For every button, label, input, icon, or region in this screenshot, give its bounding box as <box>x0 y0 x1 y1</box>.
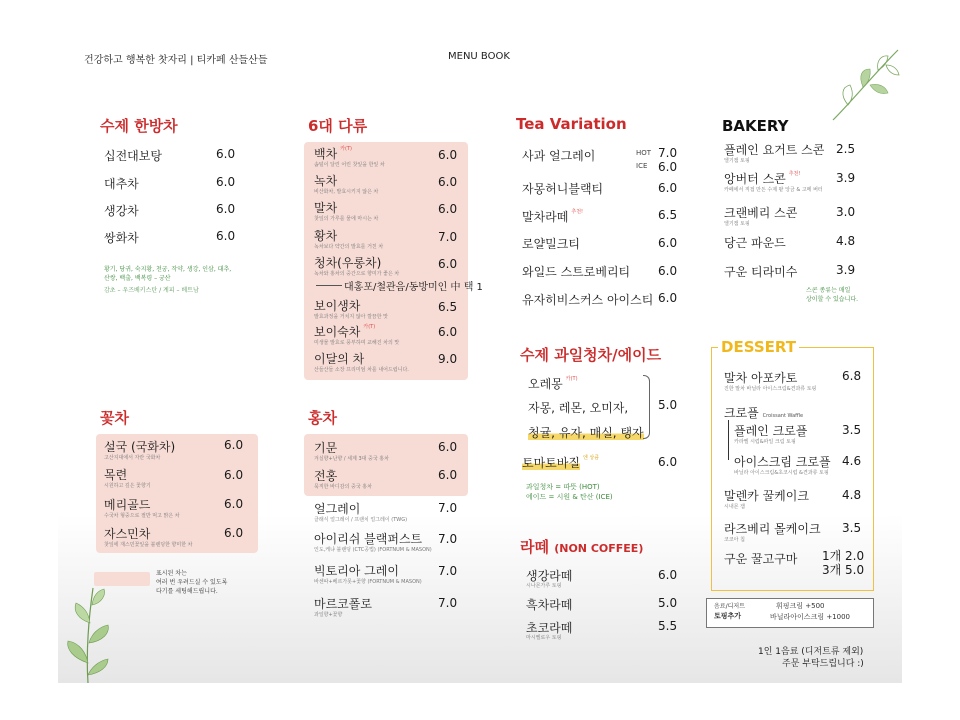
menu-item-name: 당근 파운드 <box>724 236 786 250</box>
menu-item-desc: 시원하고 깊은 꽃향기 <box>104 483 151 489</box>
tea6-title: 6대 다류 <box>308 117 368 135</box>
menu-item-desc: 엘기잼 토핑 <box>724 221 750 227</box>
menu-item-name: 황차 <box>314 229 338 243</box>
menu-item-price: 6.5 <box>658 208 678 222</box>
menu-item-price: 5.0 <box>658 596 678 610</box>
menu-item-name: 아이리쉬 블랙퍼스트 <box>314 532 423 546</box>
menu-item-desc: 찻잎에 재스민꽃잎을 블렌딩한 향미한 차 <box>104 542 193 548</box>
menu-item-name: 자몽, 레몬, 오미자, <box>528 401 629 415</box>
ice-label: ICE <box>636 162 648 170</box>
menu-item-desc: 과일향+꽃향 <box>314 612 343 618</box>
hot-price: 7.0 <box>658 146 678 160</box>
menu-item-price: 6.0 <box>224 438 244 452</box>
tea-tag: 카(T) <box>340 146 352 152</box>
menu-item-price: 6.0 <box>438 440 458 454</box>
menu-item-name: 토마토바질 <box>522 456 580 470</box>
menu-item-name: 마르코폴로 <box>314 597 372 611</box>
menu-item-price: 6.0 <box>438 257 458 271</box>
bakery-title: BAKERY <box>722 117 789 135</box>
legend-swatch <box>94 572 150 586</box>
menu-item-desc: 마시멜로우 토핑 <box>526 635 562 641</box>
croffle-sub: Croissant Waffle <box>762 413 804 419</box>
bakery-note: 스콘 종류는 매일 <box>806 287 851 294</box>
menu-item-name: 생강차 <box>104 204 139 218</box>
menu-item-price: 7.0 <box>438 532 458 546</box>
hot-label: HOT <box>636 149 652 157</box>
menu-item-price: 6.0 <box>216 175 236 189</box>
menu-item-name: 아이스크림 크로플 <box>734 455 831 469</box>
menu-item-desc: 시나몬가루 토핑 <box>526 583 562 589</box>
menu-item-price: 6.0 <box>438 148 458 162</box>
menu-item-desc: 진한 말차 바닐라 아이스크림&견과류 토핑 <box>724 386 817 392</box>
menu-item-name: 말렌카 꿀케이크 <box>724 489 809 503</box>
menu-item-desc: 비산화차, 발효시키지 않은 차 <box>314 189 379 195</box>
menu-item-desc: 녹차와 홍차의 중간으로 향미가 좋은 차 <box>314 271 400 277</box>
menu-item-price: 4.6 <box>842 454 862 468</box>
menu-item-desc: 겨실향+난향 / 세계 3대 중국 홍차 <box>314 456 389 462</box>
menu-item-name: 보이생차 <box>314 299 361 313</box>
menu-item-name: 백차 <box>314 147 338 161</box>
menu-item-price: 6.5 <box>438 300 458 314</box>
menu-item-name: 기문 <box>314 441 338 455</box>
menu-item-desc: 바닐라 아이스크림&초코시럽 &견과류 토핑 <box>734 470 829 476</box>
fruit-note: 과일청차 = 따뜻 (HOT) <box>526 483 600 491</box>
menu-item-desc: 수국차 형중으로 절반 먹고 맑은 차 <box>104 513 180 519</box>
latte-title: 라떼 <box>520 538 549 556</box>
ice-price: 6.0 <box>658 160 678 174</box>
croffle-title: 크로플 <box>724 406 759 420</box>
leaf-branch-icon <box>58 583 118 683</box>
menu-item-price: 6.0 <box>658 291 678 305</box>
menu-item-price: 6.0 <box>224 468 244 482</box>
menu-item-name: 자몽허니블랙티 <box>522 182 604 196</box>
menu-item-desc: 묵직한 바디감의 중국 홍차 <box>314 484 372 490</box>
menu-item-name: 사과 얼그레이 <box>522 149 596 163</box>
menu-item-name: 빅토리아 그레이 <box>314 564 399 578</box>
tea-tag: 카(T) <box>565 376 578 382</box>
menu-item-price: 6.0 <box>438 202 458 216</box>
menu-item-price: 6.0 <box>658 181 678 195</box>
fruit-note: 에이드 = 시원 & 탄산 (ICE) <box>526 493 613 501</box>
topping-label: 토핑추가 <box>714 612 742 620</box>
menu-item-price: 9.0 <box>438 352 458 366</box>
menu-item-price: 6.8 <box>842 369 862 383</box>
menu-item-name: 얼그레이 <box>314 502 361 516</box>
latte-title-sub: (NON COFFEE) <box>554 542 644 555</box>
croffle-bracket <box>728 420 729 460</box>
menu-item-price: 3.9 <box>836 263 856 277</box>
menu-item-desc: 카라멜 시럽&파일 크림 토핑 <box>734 439 796 445</box>
sweet-potato-price: 3개 5.0 <box>822 563 865 577</box>
menu-item-name: 초코라떼 <box>526 621 573 635</box>
menu-item-name: 메리골드 <box>104 498 151 512</box>
menu-item-price: 7.0 <box>438 564 458 578</box>
menu-item-price: 6.0 <box>216 147 236 161</box>
tomato-tag: 엔 상큼 <box>582 455 600 461</box>
menu-item-name: 녹차 <box>314 174 338 188</box>
menu-item-name: 크랜베리 스콘 <box>724 206 798 220</box>
menu-page <box>58 35 902 683</box>
dessert-title: DESSERT <box>718 338 799 356</box>
leaf-branch-icon <box>828 45 902 125</box>
herbal-origin: 감초 – 우즈베키스탄 / 계피 – 베트남 <box>104 287 199 294</box>
menu-item-desc: 고산지대에서 자란 국화차 <box>104 455 161 461</box>
menu-item-name: 와일드 스트로베리티 <box>522 265 631 279</box>
menu-item-name: 전홍 <box>314 469 338 483</box>
menu-item-name: 라즈베리 몰케이크 <box>724 522 821 536</box>
menu-item-desc: 클래식 얼그레이 / 프랜치 얼그레이 (TWG) <box>314 517 408 523</box>
menu-item-name: 자스민차 <box>104 527 151 541</box>
menu-item-name: 플레인 요거트 스콘 <box>724 143 825 157</box>
menu-item-name: 설국 (국화차) <box>104 440 176 454</box>
menu-item-name: 이달의 차 <box>314 352 365 366</box>
menu-item-price: 7.0 <box>438 501 458 515</box>
menu-item-name: 생강라떼 <box>526 569 573 583</box>
fruit-title: 수제 과일청차/에이드 <box>520 346 662 364</box>
recommend-tag: 추천! <box>571 209 584 215</box>
menu-item-desc: 코코아 칩 <box>724 537 745 543</box>
menu-item-price: 6.0 <box>438 468 458 482</box>
legend-note: 여러 번 우려드실 수 있도록 <box>156 579 228 586</box>
menu-item-name: 말차 아포카토 <box>724 371 798 385</box>
menu-item-price: 3.9 <box>836 171 856 185</box>
blacktea-title: 홍차 <box>308 409 337 427</box>
menu-item-desc: 찻잎의 가루를 물에 마시는 차 <box>314 216 379 222</box>
menu-item-price: 6.0 <box>438 325 458 339</box>
menu-item-name: 로얄밀크티 <box>522 237 580 251</box>
menu-item-price: 7.0 <box>438 596 458 610</box>
variation-title: Tea Variation <box>516 115 627 133</box>
group-price: 5.0 <box>658 398 678 412</box>
menu-item-name: 플레인 크로플 <box>734 424 808 438</box>
menu-item-name: 청귤, 유자, 매실, 탱자 <box>528 426 644 440</box>
menu-item-price: 6.0 <box>658 568 678 582</box>
menu-item-name: 보이숙차 <box>314 325 361 339</box>
menu-item-desc: 인도,케냐 블랜딩 (CTC공법) (FORTNUM & MASON) <box>314 547 432 553</box>
menu-item-price: 6.0 <box>658 455 678 469</box>
menu-item-price: 6.0 <box>224 497 244 511</box>
topping-item: 휘핑크림 +500 <box>776 602 825 610</box>
menu-item-desc: 시내몬 잼 <box>724 504 745 510</box>
footer-note: 주문 부탁드립니다 :) <box>782 659 864 669</box>
menu-item-price: 3.0 <box>836 205 856 219</box>
menu-item-name: 목련 <box>104 468 128 482</box>
menu-item-desc: 미생물 발효로 풍부하며 교해진 차의 맛 <box>314 340 400 346</box>
sweet-potato-price: 1개 2.0 <box>822 549 865 563</box>
menu-item-name: 앙버터 스콘 <box>724 172 786 186</box>
menu-item-desc: 산들산들 소장 프리미엄 차를 내어드립니다. <box>314 367 409 373</box>
bakery-note: 상이할 수 있습니다. <box>806 296 859 303</box>
topping-label: 음료/디저트 <box>714 603 746 610</box>
menu-item-name: 말차 <box>314 201 338 215</box>
topping-item: 바닐라아이스크림 +1000 <box>770 613 851 621</box>
menu-item-desc: 녹차보다 약간의 발효를 거친 차 <box>314 244 384 250</box>
menu-item-price: 3.5 <box>842 423 862 437</box>
herbal-title: 수제 한방차 <box>100 117 178 135</box>
menu-item-price: 6.0 <box>216 229 236 243</box>
herbal-ingredients: 산쌍, 백출, 백복령 – 궁산 <box>104 275 171 282</box>
menu-item-name: 쌍화차 <box>104 231 139 245</box>
menu-item-name: 구운 꿀고구마 <box>724 552 798 566</box>
herbal-ingredients: 황기, 당귀, 숙지황, 천궁, 작약, 생강, 인삼, 대추, <box>104 266 232 273</box>
menu-item-price: 4.8 <box>842 488 862 502</box>
menu-item-desc: 바센따+베르가못+꽃향 (FORTNUM & MASON) <box>314 579 422 585</box>
menu-item-price: 3.5 <box>842 521 862 535</box>
menu-item-price: 6.0 <box>658 236 678 250</box>
flower-title: 꽃차 <box>100 409 129 427</box>
menu-item-price: 5.5 <box>658 619 678 633</box>
header-title: MENU BOOK <box>448 51 510 62</box>
recommend-tag: 추천! <box>788 171 801 177</box>
menu-item-price: 6.0 <box>658 264 678 278</box>
menu-item-name: 오레몽 <box>528 377 563 391</box>
menu-item-name: 십전대보탕 <box>104 149 162 163</box>
group-bracket <box>643 375 650 439</box>
menu-item-price: 6.0 <box>216 202 236 216</box>
menu-item-price: 6.0 <box>224 526 244 540</box>
menu-item-name: 구운 티라미수 <box>724 265 798 279</box>
divider <box>316 285 342 286</box>
menu-item-name: 청차(우롱차) <box>314 256 382 270</box>
menu-item-price: 2.5 <box>836 142 856 156</box>
menu-item-desc: 엘기잼 토핑 <box>724 158 750 164</box>
oolong-note: 대홍포/철관음/동방미인 中 택 1 <box>344 282 483 293</box>
menu-item-price: 4.8 <box>836 234 856 248</box>
menu-item-name: 말차라떼 <box>522 210 569 224</box>
menu-item-name: 흑차라떼 <box>526 598 573 612</box>
menu-item-price: 6.0 <box>438 175 458 189</box>
menu-item-desc: 발효과정을 거치지 않아 깔끔한 맛 <box>314 314 388 320</box>
footer-note: 1인 1음료 (디저트류 제외) <box>758 647 864 657</box>
menu-item-price: 7.0 <box>438 230 458 244</box>
legend-note: 다기를 세팅해드립니다. <box>156 588 218 595</box>
menu-item-name: 유자히비스커스 아이스티 <box>522 293 654 307</box>
header-tagline: 건강하고 행복한 찻자리 | 티카페 산들산들 <box>84 55 268 66</box>
menu-item-name: 대추차 <box>104 177 139 191</box>
tea-tag: 카(T) <box>363 324 376 330</box>
legend-note: 표시된 차는 <box>156 570 187 577</box>
menu-item-desc: 솜털이 달린 어린 찻잎을 한잎 차 <box>314 162 385 168</box>
menu-item-desc: 카페에서 직접 만든 수제 팥 앙금 & 고메 버터 <box>724 187 823 193</box>
